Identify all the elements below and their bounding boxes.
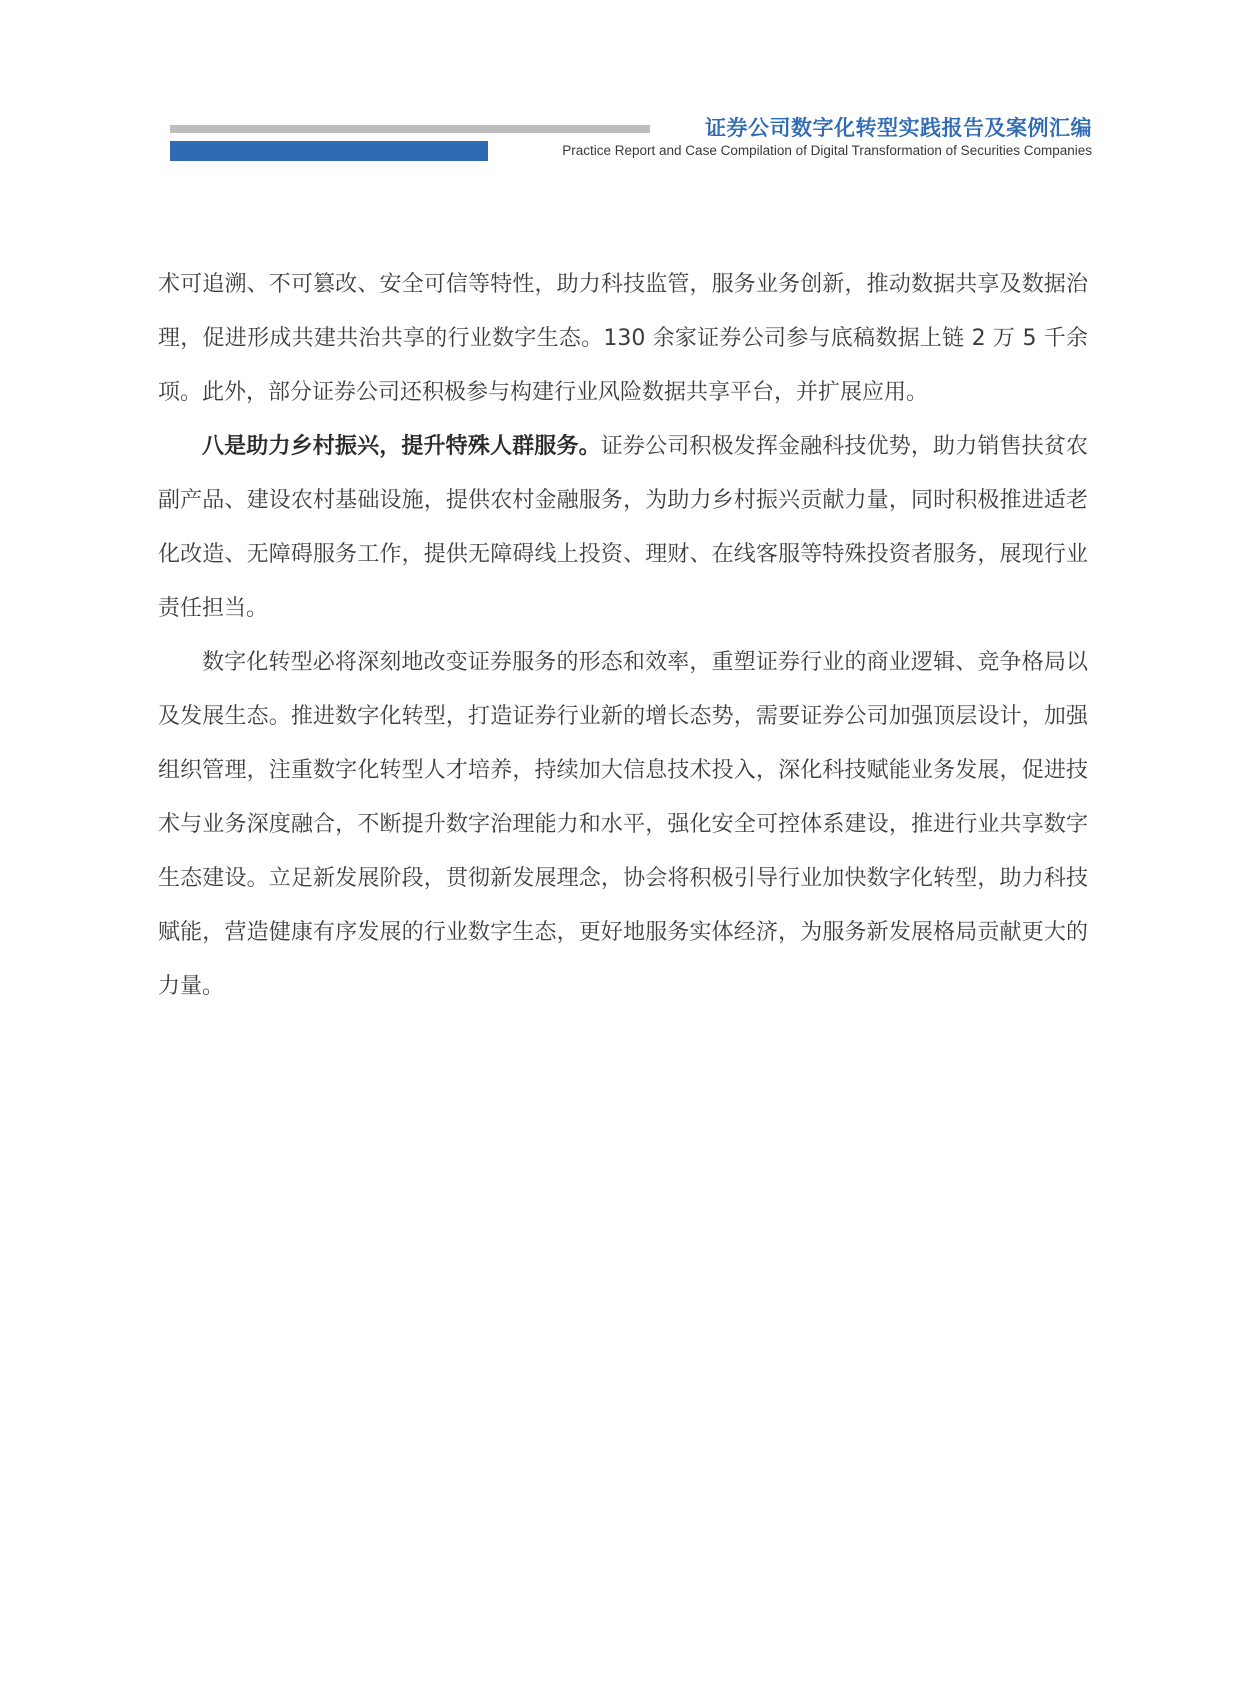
paragraph-3: 数字化转型必将深刻地改变证券服务的形态和效率，重塑证券行业的商业逻辑、竞争格局以及发展生态。推进数字化转型，打造证券行业新的增长态势，需要证券公司加强顶层设计，加强组织管理，注重数字化转型人才培养，持续加大信息技术投入，深化科技赋能业务发展，促进技术与业务深度融合，不断提升数字治理能力和水平，强化安全可控体系建设，推进行业共享数字生态建设。立足新发展阶段，贯彻新发展理念，协会将积极引导行业加快数字化转型，助力科技赋能，营造健康有序发展的行业数字生态，更好地服务实体经济，为服务新发展格局贡献更大的力量。 <box>158 650 1088 999</box>
paragraph-2-lead: 八是助力乡村振兴，提升特殊人群服务。 <box>202 434 601 459</box>
header-title: 证券公司数字化转型实践报告及案例汇编 <box>705 116 1092 140</box>
paragraph-2 <box>158 420 1088 636</box>
paragraph-1: 术可追溯、不可篡改、安全可信等特性，助力科技监管，服务业务创新，推动数据共享及数据治理，促进形成共建共治共享的行业数字生态。130 余家证券公司参与底稿数据上链 2 万 5 千余项。此外，部分证券公司还积极参与构建行业风险数据共享平台，并扩展应用。 <box>158 272 1088 405</box>
header-blue-bar <box>170 141 488 161</box>
page-header <box>0 0 1240 200</box>
document-body <box>158 258 1088 1014</box>
paragraph-2-text: 证券公司积极发挥金融科技优势，助力销售扶贫农副产品、建设农村基础设施，提供农村金融服务，为助力乡村振兴贡献力量，同时积极推进适老化改造、无障碍服务工作，提供无障碍线上投资、理财、在线客服等特殊投资者服务，展现行业责任担当。 <box>158 434 1088 621</box>
header-subtitle: Practice Report and Case Compilation of Digital Transformation of Securities Companies <box>562 143 1092 158</box>
header-gray-bar <box>170 125 650 133</box>
